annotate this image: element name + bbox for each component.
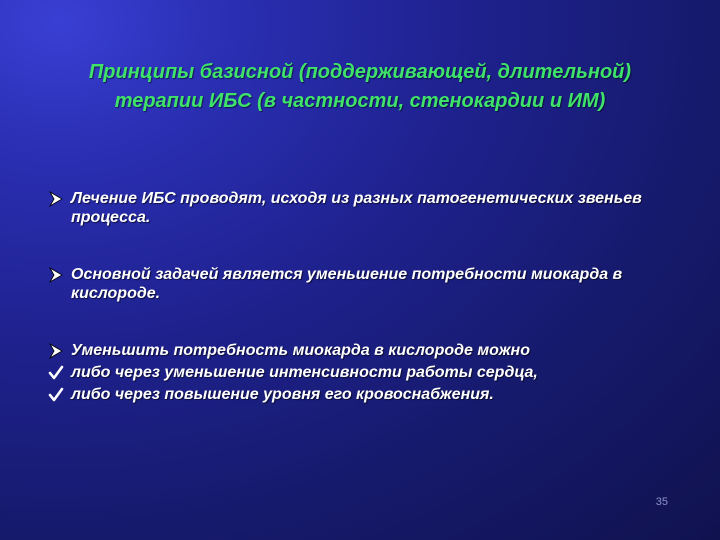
bullet-item xyxy=(48,385,688,404)
bullet-text: Лечение ИБС проводят, исходя из разных патогенетических звеньев процесса. xyxy=(71,190,642,226)
bullet-list xyxy=(48,189,688,404)
bullet-item xyxy=(48,363,688,382)
arrow-bullet-icon xyxy=(48,343,64,359)
bullet-text: либо через уменьшение интенсивности работы сердца, xyxy=(71,364,538,381)
bullet-item xyxy=(48,265,688,303)
arrow-bullet-icon xyxy=(48,267,64,283)
page-number: 35 xyxy=(655,496,668,508)
arrow-bullet-icon xyxy=(48,191,64,207)
bullet-item xyxy=(48,341,688,360)
bullet-text: Основной задачей является уменьшение потребности миокарда в кислороде. xyxy=(71,266,623,302)
bullet-item xyxy=(48,189,688,227)
checkmark-bullet-icon xyxy=(48,387,64,403)
slide-title: Принципы базисной (поддерживающей, длительной) терапии ИБС (в частности, стенокардии и ИМ) xyxy=(88,61,632,112)
checkmark-bullet-icon xyxy=(48,365,64,381)
bullet-text: Уменьшить потребность миокарда в кислороде можно xyxy=(71,342,530,359)
bullet-text: либо через повышение уровня его кровоснабжения. xyxy=(71,386,494,403)
